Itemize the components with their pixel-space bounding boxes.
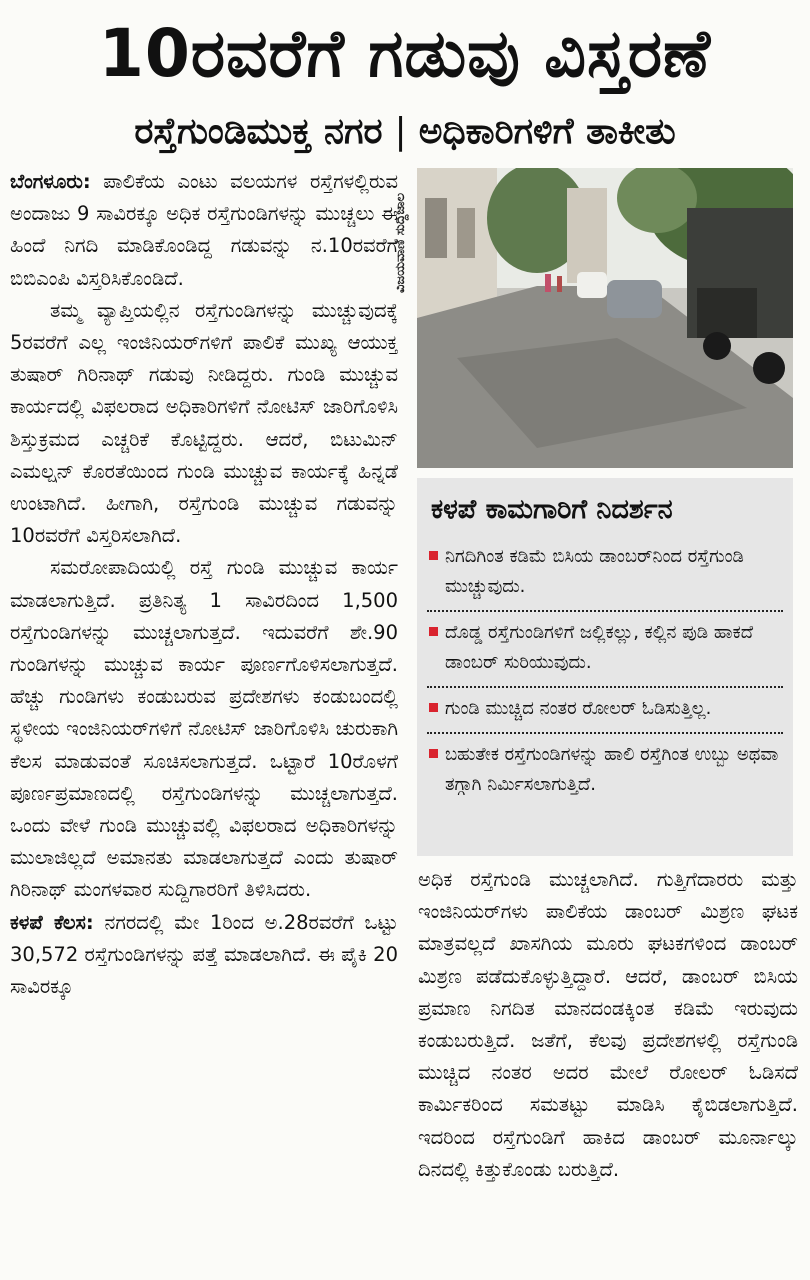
sidebar-title: ಕಳಪೆ ಕಾಮಗಾರಿಗೆ ನಿದರ್ಶನ (431, 494, 673, 525)
sidebar-item (427, 734, 783, 808)
bullet-square-icon (429, 627, 438, 636)
sidebar-item (427, 612, 783, 688)
sidebar-item (427, 688, 783, 734)
article-paragraph-4-continued: ಅಧಿಕ ರಸ್ತೆಗುಂಡಿ ಮುಚ್ಚಲಾಗಿದೆ. ಗುತ್ತಿಗೆದಾರರು ಮತ್ತು ಇಂಜಿನಿಯರ್‌ಗಳು ಪಾಲಿಕೆಯ ಡಾಂಬರ್ ಮಿಶ್ರಣ ಘಟಕ ಮಾತ್ರವಲ್ಲದೆ ಖಾಸಗಿಯ ಮೂರು ಘಟಕಗಳಿಂದ ಡಾಂಬರ್ ಮಿಶ್ರಣ ಪಡೆದುಕೊಳ್ಳುತ್ತಿದ್ದಾರೆ. ಆದರೆ, ಡಾಂಬರ್ ಬಿಸಿಯ ಪ್ರಮಾಣ ನಿಗದಿತ ಮಾನದಂಡಕ್ಕಿಂತ ಕಡಿಮೆ ಇರುವುದು ಕಂಡುಬರುತ್ತಿದೆ. ಜತೆಗೆ, ಕೆಲವು ಪ್ರದೇಶಗಳಲ್ಲಿ ರಸ್ತೆಗುಂಡಿ ಮುಚ್ಚಿದ ನಂತರ ಅದರ ಮೇಲೆ ರೋಲರ್ ಓಡಿಸದೆ ಕಾರ್ಮಿಕರಿಂದ ಸಮತಟ್ಟು ಮಾಡಿಸಿ ಕೈಬಿಡಲಾಗುತ್ತಿದೆ. ಇದರಿಂದ ರಸ್ತೆಗುಂಡಿಗೆ ಹಾಕಿದ ಡಾಂಬರ್ ಮೂರ್ನಾಲ್ಕು ದಿನದಲ್ಲಿ ಕಿತ್ತುಕೊಂಡು ಬರುತ್ತಿದೆ. (418, 868, 798, 1181)
bullet-square-icon (429, 749, 438, 758)
headline: 10ರವರೆಗೆ ಗಡುವು ವಿಸ್ತರಣೆ (98, 15, 712, 92)
dateline: ಬೆಂಗಳೂರು: (10, 170, 91, 193)
subheadline-left: ರಸ್ತೆಗುಂಡಿಮುಕ್ತ ನಗರ (134, 111, 383, 152)
byline: ವಿಜಯವಾಣಿ ಸುದ್ದಿಜಾಲ (393, 192, 408, 294)
article-paragraph-1 (10, 166, 398, 295)
sidebar-item-text: ಬಹುತೇಕ ರಸ್ತೆಗುಂಡಿಗಳನ್ನು ಹಾಲಿ ರಸ್ತೆಗಿಂತ ಉಬ್ಬು ಅಥವಾ ತಗ್ಗಾಗಿ ನಿರ್ಮಿಸಲಾಗುತ್ತಿದೆ. (445, 744, 779, 795)
bullet-square-icon (429, 551, 438, 560)
article-paragraph-4-text: ನಗರದಲ್ಲಿ ಮೇ 1ರಿಂದ ಅ.28ರವರೆಗೆ ಒಟ್ಟು 30,572 ರಸ್ತೆಗುಂಡಿಗಳನ್ನು ಪತ್ತೆ ಮಾಡಲಾಗಿದೆ. ಈ ಪೈಕಿ 20 ಸಾವಿರಕ್ಕೂ (10, 910, 398, 999)
subsection-lead: ಕಳಪೆ ಕೆಲಸ: (10, 910, 94, 934)
street-photo-illustration (417, 168, 793, 468)
sidebar-item (427, 536, 783, 612)
subheadline-right: ಅಧಿಕಾರಿಗಳಿಗೆ ತಾಕೀತು (418, 111, 676, 152)
subheadline-separator: | (394, 111, 407, 152)
article-column-left (10, 166, 398, 1278)
street-photo (417, 168, 793, 468)
sidebar-item-text: ಗುಂಡಿ ಮುಚ್ಚಿದ ನಂತರ ರೋಲರ್ ಓಡಿಸುತ್ತಿಲ್ಲ. (445, 698, 712, 719)
article-paragraph-3: ಸಮರೋಪಾದಿಯಲ್ಲಿ ರಸ್ತೆ ಗುಂಡಿ ಮುಚ್ಚುವ ಕಾರ್ಯ ಮಾಡಲಾಗುತ್ತಿದೆ. ಪ್ರತಿನಿತ್ಯ 1 ಸಾವಿರದಿಂದ 1,500 ರಸ್ತೆಗುಂಡಿಗಳನ್ನು ಮುಚ್ಚಲಾಗುತ್ತದೆ. ಇದುವರೆಗೆ ಶೇ.90 ಗುಂಡಿಗಳನ್ನು ಮುಚ್ಚುವ ಕಾರ್ಯ ಪೂರ್ಣಗೊಳಿಸಲಾಗುತ್ತದೆ. ಹೆಚ್ಚು ಗುಂಡಿಗಳು ಕಂಡುಬರುವ ಪ್ರದೇಶಗಳು ಕಂಡುಬಂದಲ್ಲಿ ಸ್ಥಳೀಯ ಇಂಜಿನಿಯರ್‌ಗಳಿಗೆ ನೋಟಿಸ್ ಜಾರಿಗೊಳಿಸಿ ಚುರುಕಾಗಿ ಕೆಲಸ ಮಾಡುವಂತೆ ಸೂಚಿಸಲಾಗುತ್ತದೆ. ಒಟ್ಟಾರೆ 10ರೊಳಗೆ ಪೂರ್ಣಪ್ರಮಾಣದಲ್ಲಿ ರಸ್ತೆಗುಂಡಿಗಳನ್ನು ಮುಚ್ಚಲಾಗುತ್ತದೆ. ಒಂದು ವೇಳೆ ಗುಂಡಿ ಮುಚ್ಚುವಲ್ಲಿ ವಿಫಲರಾದ ಅಧಿಕಾರಿಗಳನ್ನು ಮುಲಾಜಿಲ್ಲದೆ ಅಮಾನತು ಮಾಡಲಾಗುತ್ತದೆ ಎಂದು ತುಷಾರ್ ಗಿರಿನಾಥ್ ಮಂಗಳವಾರ ಸುದ್ದಿಗಾರರಿಗೆ ತಿಳಿಸಿದರು. (10, 556, 398, 902)
sidebar-item-text: ದೊಡ್ಡ ರಸ್ತೆಗುಂಡಿಗಳಿಗೆ ಜಲ್ಲಿಕಲ್ಲು, ಕಲ್ಲಿನ ಪುಡಿ ಹಾಕದೆ ಡಾಂಬರ್ ಸುರಿಯುವುದು. (445, 622, 754, 673)
sidebar-box (417, 478, 793, 856)
article-paragraph-1-text: ಪಾಲಿಕೆಯ ಎಂಟು ವಲಯಗಳ ರಸ್ತೆಗಳಲ್ಲಿರುವ ಅಂದಾಜು 9 ಸಾವಿರಕ್ಕೂ ಅಧಿಕ ರಸ್ತೆಗುಂಡಿಗಳನ್ನು ಮುಚ್ಚಲು ಈ ಹಿಂದೆ ನಿಗದಿ ಮಾಡಿಕೊಂಡಿದ್ದ ಗಡುವನ್ನು ನ.10ರವರೆಗೆ ಬಿಬಿಎಂಪಿ ವಿಸ್ತರಿಸಿಕೊಂಡಿದೆ. (10, 170, 398, 290)
article-column-right (418, 864, 798, 1278)
article-paragraph-4 (10, 907, 398, 1004)
bullet-square-icon (429, 703, 438, 712)
sidebar-item-text: ನಿಗದಿಗಿಂತ ಕಡಿಮೆ ಬಿಸಿಯ ಡಾಂಬರ್‌ನಿಂದ ರಸ್ತೆಗುಂಡಿ ಮುಚ್ಚುವುದು. (445, 546, 744, 597)
article-paragraph-2: ತಮ್ಮ ವ್ಯಾಪ್ತಿಯಲ್ಲಿನ ರಸ್ತೆಗುಂಡಿಗಳನ್ನು ಮುಚ್ಚುವುದಕ್ಕೆ 5ರವರೆಗೆ ಎಲ್ಲ ಇಂಜಿನಿಯರ್‌ಗಳಿಗೆ ಪಾಲಿಕೆ ಮುಖ್ಯ ಆಯುಕ್ತ ತುಷಾರ್ ಗಿರಿನಾಥ್ ಗಡುವು ನೀಡಿದ್ದರು. ಗುಂಡಿ ಮುಚ್ಚುವ ಕಾರ್ಯದಲ್ಲಿ ವಿಫಲರಾದ ಅಧಿಕಾರಿಗಳಿಗೆ ನೋಟಿಸ್ ಜಾರಿಗೊಳಿಸಿ ಶಿಸ್ತುಕ್ರಮದ ಎಚ್ಚರಿಕೆ ಕೊಟ್ಟಿದ್ದರು. ಆದರೆ, ಬಿಟುಮಿನ್ ಎಮಲ್ಷನ್ ಕೊರತೆಯಿಂದ ಗುಂಡಿ ಮುಚ್ಚುವ ಕಾರ್ಯಕ್ಕೆ ಹಿನ್ನಡೆ ಉಂಟಾಗಿದೆ. ಹೀಗಾಗಿ, ರಸ್ತೆಗುಂಡಿ ಮುಚ್ಚುವ ಗಡುವನ್ನು 10ರವರೆಗೆ ವಿಸ್ತರಿಸಲಾಗಿದೆ. (10, 298, 398, 548)
subheadline (8, 104, 802, 160)
